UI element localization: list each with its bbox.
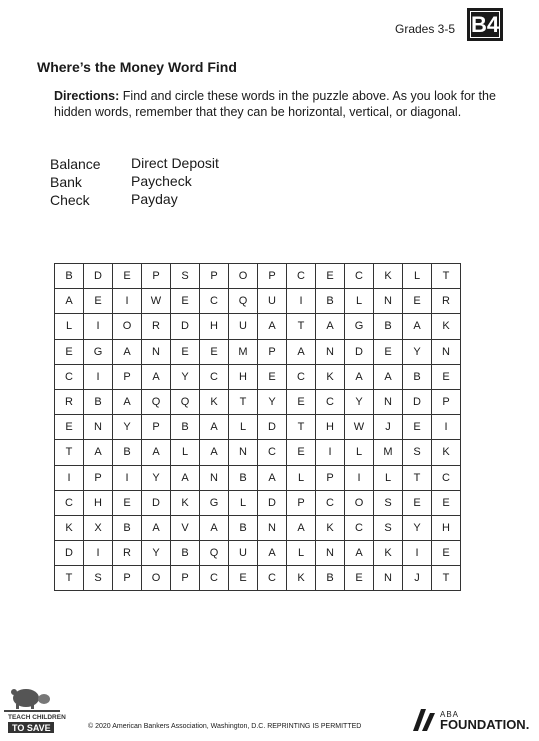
puzzle-cell: T — [55, 566, 84, 591]
puzzle-cell: Y — [142, 465, 171, 490]
puzzle-cell: C — [432, 465, 461, 490]
puzzle-cell: A — [142, 364, 171, 389]
puzzle-cell: D — [171, 314, 200, 339]
puzzle-cell: A — [403, 314, 432, 339]
puzzle-cell: B — [113, 440, 142, 465]
puzzle-cell: I — [84, 314, 113, 339]
puzzle-cell: B — [374, 314, 403, 339]
puzzle-cell: Q — [200, 541, 229, 566]
puzzle-cell: M — [374, 440, 403, 465]
puzzle-cell: E — [84, 289, 113, 314]
puzzle-cell: W — [142, 289, 171, 314]
puzzle-cell: D — [84, 264, 113, 289]
puzzle-cell: E — [345, 566, 374, 591]
puzzle-cell: K — [55, 515, 84, 540]
puzzle-row — [55, 515, 461, 540]
puzzle-cell: H — [432, 515, 461, 540]
puzzle-cell: Q — [142, 389, 171, 414]
puzzle-cell: Y — [113, 415, 142, 440]
puzzle-cell: A — [200, 515, 229, 540]
puzzle-cell: C — [55, 490, 84, 515]
puzzle-cell: P — [432, 389, 461, 414]
puzzle-cell: P — [287, 490, 316, 515]
puzzle-cell: I — [113, 289, 142, 314]
puzzle-cell: A — [258, 541, 287, 566]
puzzle-cell: Y — [171, 364, 200, 389]
puzzle-cell: O — [142, 566, 171, 591]
puzzle-cell: S — [374, 515, 403, 540]
puzzle-cell: B — [316, 289, 345, 314]
puzzle-cell: P — [258, 339, 287, 364]
puzzle-cell: I — [403, 541, 432, 566]
puzzle-cell: Q — [229, 289, 258, 314]
puzzle-cell: T — [403, 465, 432, 490]
puzzle-cell: C — [316, 389, 345, 414]
puzzle-cell: T — [432, 566, 461, 591]
puzzle-cell: E — [287, 389, 316, 414]
puzzle-cell: P — [316, 465, 345, 490]
puzzle-cell: A — [142, 515, 171, 540]
puzzle-cell: B — [113, 515, 142, 540]
puzzle-cell: E — [171, 289, 200, 314]
puzzle-cell: P — [171, 566, 200, 591]
puzzle-cell: P — [258, 264, 287, 289]
puzzle-cell: E — [403, 415, 432, 440]
puzzle-cell: L — [229, 490, 258, 515]
puzzle-cell: N — [432, 339, 461, 364]
puzzle-cell: I — [432, 415, 461, 440]
puzzle-cell: B — [55, 264, 84, 289]
puzzle-row — [55, 314, 461, 339]
puzzle-row — [55, 541, 461, 566]
puzzle-cell: T — [432, 264, 461, 289]
puzzle-cell: A — [200, 440, 229, 465]
puzzle-cell: G — [200, 490, 229, 515]
puzzle-cell: C — [200, 566, 229, 591]
puzzle-cell: Q — [171, 389, 200, 414]
puzzle-cell: K — [432, 440, 461, 465]
word-find-grid — [54, 263, 461, 591]
puzzle-cell: W — [345, 415, 374, 440]
puzzle-cell: C — [345, 264, 374, 289]
puzzle-cell: R — [432, 289, 461, 314]
puzzle-cell: K — [171, 490, 200, 515]
puzzle-cell: O — [229, 264, 258, 289]
puzzle-row — [55, 566, 461, 591]
puzzle-cell: E — [171, 339, 200, 364]
aba-big-text: FOUNDATION. — [440, 717, 530, 732]
puzzle-cell: K — [432, 314, 461, 339]
puzzle-cell: P — [142, 415, 171, 440]
puzzle-cell: U — [229, 314, 258, 339]
puzzle-cell: L — [374, 465, 403, 490]
directions-label: Directions: — [54, 89, 120, 103]
puzzle-cell: N — [142, 339, 171, 364]
word-list-left — [50, 155, 101, 209]
puzzle-cell: I — [84, 541, 113, 566]
puzzle-cell: E — [113, 490, 142, 515]
puzzle-cell: A — [258, 314, 287, 339]
puzzle-cell: E — [287, 440, 316, 465]
puzzle-cell: E — [200, 339, 229, 364]
directions — [54, 88, 509, 120]
grade-label: Grades 3-5 — [395, 22, 456, 36]
logo-line-1: TEACH CHILDREN — [8, 714, 66, 721]
puzzle-cell: M — [229, 339, 258, 364]
puzzle-cell: N — [316, 339, 345, 364]
puzzle-cell: A — [345, 541, 374, 566]
puzzle-cell: H — [200, 314, 229, 339]
puzzle-cell: D — [55, 541, 84, 566]
puzzle-cell: J — [374, 415, 403, 440]
puzzle-cell: Y — [403, 515, 432, 540]
puzzle-cell: E — [432, 490, 461, 515]
puzzle-cell: A — [113, 389, 142, 414]
puzzle-row — [55, 389, 461, 414]
puzzle-cell: S — [374, 490, 403, 515]
puzzle-cell: B — [316, 566, 345, 591]
puzzle-cell: V — [171, 515, 200, 540]
puzzle-cell: I — [287, 289, 316, 314]
puzzle-cell: A — [287, 515, 316, 540]
puzzle-cell: C — [200, 289, 229, 314]
puzzle-cell: E — [55, 339, 84, 364]
puzzle-cell: P — [113, 364, 142, 389]
puzzle-cell: N — [374, 566, 403, 591]
page-badge: B4 — [467, 8, 503, 41]
puzzle-cell: R — [55, 389, 84, 414]
puzzle-row — [55, 264, 461, 289]
puzzle-cell: D — [345, 339, 374, 364]
puzzle-cell: K — [287, 566, 316, 591]
puzzle-row — [55, 440, 461, 465]
puzzle-cell: A — [200, 415, 229, 440]
word-item: Check — [50, 192, 90, 208]
puzzle-cell: E — [432, 364, 461, 389]
word-item: Balance — [50, 156, 101, 172]
puzzle-cell: Y — [258, 389, 287, 414]
puzzle-cell: A — [171, 465, 200, 490]
puzzle-cell: U — [229, 541, 258, 566]
directions-text: Find and circle these words in the puzzle above. As you look for the hidden words, remember that they can be horizontal, vertical, or diagonal. — [54, 89, 496, 119]
puzzle-cell: E — [258, 364, 287, 389]
puzzle-cell: P — [84, 465, 113, 490]
puzzle-cell: A — [374, 364, 403, 389]
puzzle-row — [55, 465, 461, 490]
puzzle-cell: C — [200, 364, 229, 389]
word-item: Direct Deposit — [131, 155, 219, 171]
aba-foundation-logo — [413, 709, 529, 731]
puzzle-cell: K — [200, 389, 229, 414]
puzzle-row — [55, 415, 461, 440]
puzzle-cell: O — [113, 314, 142, 339]
puzzle-cell: L — [345, 440, 374, 465]
puzzle-cell: K — [374, 541, 403, 566]
puzzle-cell: A — [287, 339, 316, 364]
puzzle-cell: G — [84, 339, 113, 364]
puzzle-cell: G — [345, 314, 374, 339]
puzzle-cell: P — [113, 566, 142, 591]
puzzle-row — [55, 289, 461, 314]
puzzle-cell: C — [258, 566, 287, 591]
puzzle-cell: D — [142, 490, 171, 515]
puzzle-row — [55, 490, 461, 515]
puzzle-cell: E — [229, 566, 258, 591]
puzzle-cell: C — [316, 490, 345, 515]
puzzle-cell: L — [55, 314, 84, 339]
puzzle-cell: N — [316, 541, 345, 566]
puzzle-cell: Y — [345, 389, 374, 414]
aba-mark-icon — [413, 709, 437, 731]
puzzle-cell: P — [142, 264, 171, 289]
puzzle-cell: U — [258, 289, 287, 314]
piggy-bank-icon — [4, 686, 66, 734]
puzzle-cell: A — [84, 440, 113, 465]
puzzle-cell: P — [200, 264, 229, 289]
puzzle-cell: X — [84, 515, 113, 540]
puzzle-cell: E — [403, 490, 432, 515]
puzzle-cell: C — [287, 264, 316, 289]
puzzle-cell: J — [403, 566, 432, 591]
puzzle-cell: N — [374, 289, 403, 314]
puzzle-cell: E — [113, 264, 142, 289]
puzzle-cell: L — [287, 541, 316, 566]
puzzle-cell: N — [200, 465, 229, 490]
puzzle-cell: E — [55, 415, 84, 440]
puzzle-cell: R — [142, 314, 171, 339]
puzzle-cell: B — [403, 364, 432, 389]
puzzle-cell: A — [55, 289, 84, 314]
puzzle-cell: L — [403, 264, 432, 289]
puzzle-cell: A — [316, 314, 345, 339]
puzzle-cell: H — [316, 415, 345, 440]
puzzle-cell: A — [113, 339, 142, 364]
logo-line-2: TO SAVE — [12, 723, 51, 733]
puzzle-cell: B — [84, 389, 113, 414]
puzzle-cell: Y — [403, 339, 432, 364]
puzzle-cell: E — [403, 289, 432, 314]
puzzle-cell: K — [374, 264, 403, 289]
puzzle-cell: K — [316, 364, 345, 389]
puzzle-cell: L — [287, 465, 316, 490]
puzzle-cell: L — [345, 289, 374, 314]
teach-children-to-save-logo — [4, 686, 66, 734]
puzzle-cell: T — [55, 440, 84, 465]
puzzle-cell: K — [316, 515, 345, 540]
puzzle-cell: D — [403, 389, 432, 414]
puzzle-cell: T — [229, 389, 258, 414]
puzzle-cell: Y — [142, 541, 171, 566]
page-title: Where’s the Money Word Find — [37, 59, 237, 75]
word-item: Payday — [131, 191, 178, 207]
puzzle-cell: S — [84, 566, 113, 591]
puzzle-cell: A — [258, 465, 287, 490]
puzzle-cell: E — [432, 541, 461, 566]
puzzle-cell: S — [171, 264, 200, 289]
puzzle-cell: A — [345, 364, 374, 389]
puzzle-cell: B — [171, 415, 200, 440]
puzzle-cell: I — [345, 465, 374, 490]
puzzle-cell: C — [345, 515, 374, 540]
puzzle-cell: I — [113, 465, 142, 490]
puzzle-cell: B — [171, 541, 200, 566]
puzzle-row — [55, 364, 461, 389]
puzzle-cell: D — [258, 415, 287, 440]
puzzle-cell: B — [229, 465, 258, 490]
puzzle-cell: I — [55, 465, 84, 490]
puzzle-cell: S — [403, 440, 432, 465]
aba-small-text: ABA — [440, 710, 460, 719]
word-list-right — [131, 154, 219, 208]
puzzle-cell: D — [258, 490, 287, 515]
puzzle-cell: R — [113, 541, 142, 566]
puzzle-cell: E — [374, 339, 403, 364]
puzzle-cell: B — [229, 515, 258, 540]
puzzle-cell: N — [84, 415, 113, 440]
copyright-text: © 2020 American Bankers Association, Washington, D.C. REPRINTING IS PERMITTED — [88, 723, 362, 730]
puzzle-cell: I — [84, 364, 113, 389]
puzzle-cell: C — [287, 364, 316, 389]
puzzle-cell: C — [55, 364, 84, 389]
puzzle-cell: N — [374, 389, 403, 414]
puzzle-cell: O — [345, 490, 374, 515]
word-item: Paycheck — [131, 173, 192, 189]
puzzle-cell: H — [84, 490, 113, 515]
word-item: Bank — [50, 174, 82, 190]
puzzle-cell: N — [229, 440, 258, 465]
puzzle-cell: H — [229, 364, 258, 389]
puzzle-cell: L — [171, 440, 200, 465]
puzzle-cell: I — [316, 440, 345, 465]
puzzle-cell: T — [287, 415, 316, 440]
puzzle-cell: C — [258, 440, 287, 465]
puzzle-cell: E — [316, 264, 345, 289]
puzzle-cell: T — [287, 314, 316, 339]
puzzle-cell: A — [142, 440, 171, 465]
puzzle-cell: N — [258, 515, 287, 540]
puzzle-row — [55, 339, 461, 364]
puzzle-cell: L — [229, 415, 258, 440]
